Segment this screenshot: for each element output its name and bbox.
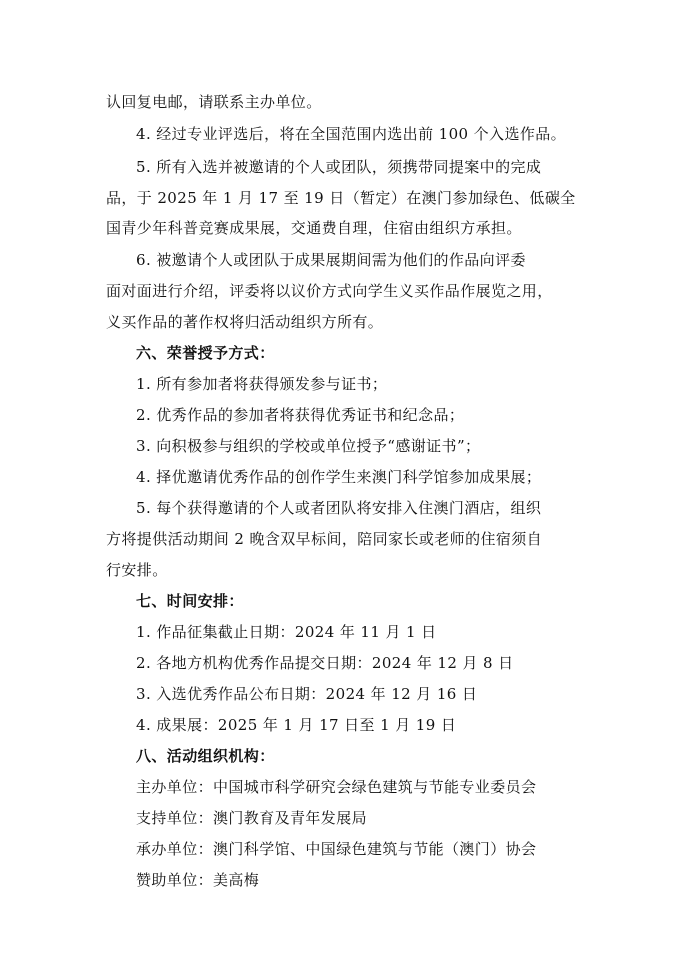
section6-item3: 3. 向积极参与组织的学校或单位授予“感谢证书”； xyxy=(136,437,481,455)
item5-4: 4. 经过专业评选后，将在全国范围内选出前 100 个入选作品。 xyxy=(136,125,567,143)
item5-5-line2: 品，于 2025 年 1 月 17 至 19 日（暂定）在澳门参加绿色、低碳全 xyxy=(106,189,576,207)
item5-3-tail: 认回复电邮，请联系主办单位。 xyxy=(106,93,322,111)
item5-6-line1: 6. 被邀请个人或团队于成果展期间需为他们的作品向评委 xyxy=(136,251,526,269)
section6-item5-line1: 5. 每个获得邀请的个人或者团队将安排入住澳门酒店，组织 xyxy=(136,499,542,517)
undertaker-line: 承办单位：澳门科学馆、中国绿色建筑与节能（澳门）协会 xyxy=(136,840,537,858)
section7-item2: 2. 各地方机构优秀作品提交日期：2024 年 12 月 8 日 xyxy=(136,654,514,672)
item5-5-line3: 国青少年科普竞赛成果展，交通费自理，住宿由组织方承担。 xyxy=(106,219,522,237)
organizer-line: 主办单位：中国城市科学研究会绿色建筑与节能专业委员会 xyxy=(136,778,537,796)
section6-heading: 六、荣誉授予方式： xyxy=(136,344,275,362)
item5-5-line1: 5. 所有入选并被邀请的个人或团队，须携带同提案中的完成 xyxy=(136,158,542,176)
section6-item4: 4. 择优邀请优秀作品的创作学生来澳门科学馆参加成果展； xyxy=(136,468,542,486)
section6-item1: 1. 所有参加者将获得颁发参与证书； xyxy=(136,375,388,393)
item5-6-line3: 义买作品的著作权将归活动组织方所有。 xyxy=(106,313,384,331)
section6-item5-line2: 方将提供活动期间 2 晚含双早标间，陪同家长或老师的住宿须自 xyxy=(106,530,543,548)
section7-item3: 3. 入选优秀作品公布日期：2024 年 12 月 16 日 xyxy=(136,685,478,703)
item5-6-line2: 面对面进行介绍，评委将以议价方式向学生义买作品作展览之用， xyxy=(106,282,553,300)
sponsor-line: 赞助单位：美高梅 xyxy=(136,871,260,889)
section7-item1: 1. 作品征集截止日期：2024 年 11 月 1 日 xyxy=(136,623,437,641)
section7-heading: 七、时间安排： xyxy=(136,592,244,610)
supporter-line: 支持单位：澳门教育及青年发展局 xyxy=(136,809,368,827)
section6-item2: 2. 优秀作品的参加者将获得优秀证书和纪念品； xyxy=(136,406,465,424)
section8-heading: 八、活动组织机构： xyxy=(136,747,275,765)
section6-item5-line3: 行安排。 xyxy=(106,561,168,579)
section7-item4: 4. 成果展：2025 年 1 月 17 日至 1 月 19 日 xyxy=(136,716,457,734)
